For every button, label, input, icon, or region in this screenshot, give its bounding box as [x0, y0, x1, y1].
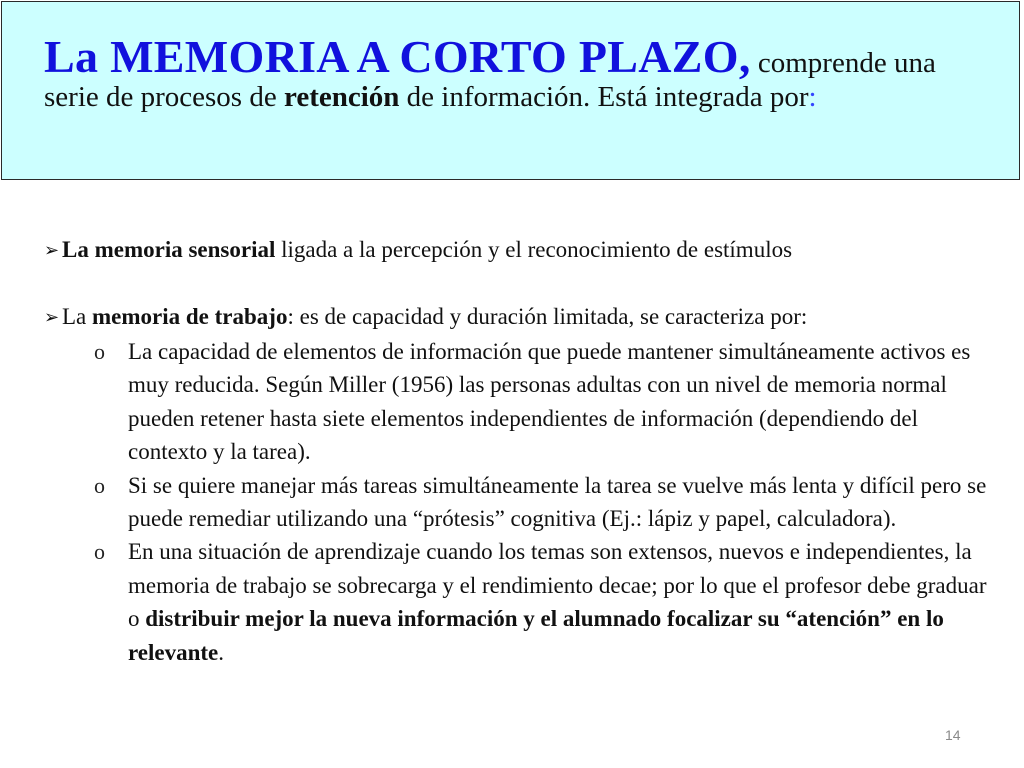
circle-bullet-icon: o	[94, 539, 105, 565]
circle-bullet-icon: o	[94, 472, 105, 498]
title-text-2: una serie de procesos de	[44, 47, 936, 113]
bullet-text: : es de capacidad y duración limitada, se caracteriza por:	[287, 304, 808, 329]
circle-bullet-icon: o	[94, 339, 105, 364]
title-heading: La MEMORIA A CORTO PLAZO,	[44, 31, 751, 82]
arrow-bullet-icon: ➢	[44, 307, 60, 327]
title-text-1: comprende	[757, 47, 887, 79]
title-box	[1, 1, 1020, 180]
bullet-text: ligada a la percepción y el reconocimiento de estímulos	[281, 237, 793, 262]
bullet-bold-lead: La memoria sensorial	[62, 237, 276, 262]
bullet-memoria-trabajo	[44, 300, 1004, 334]
title-text-4: por	[769, 81, 809, 113]
arrow-bullet-icon: ➢	[44, 240, 60, 260]
list-item-text: Si se quiere manejar más tareas simultáneamente la tarea se vuelve más lenta y difícil pero se puede remediar utilizando una “prótesis” cognitiva (Ej.: lápiz y papel, calculadora).	[128, 472, 987, 532]
bullet-memoria-sensorial	[44, 233, 1004, 267]
bullet-lead: La	[62, 304, 87, 329]
sub-list	[94, 335, 994, 669]
list-item-bold: distribuir mejor la nueva información y el alumnado focalizar su “atención” en lo relevante	[128, 606, 944, 665]
list-item	[94, 335, 994, 469]
list-item	[94, 469, 994, 536]
list-item-end: .	[218, 639, 225, 665]
title-bold-retencion: retención	[283, 81, 400, 113]
list-item	[94, 535, 994, 669]
page-number: 14	[945, 727, 961, 743]
title-colon: :	[808, 81, 817, 113]
title-text-3: de información. Está integrada	[406, 81, 763, 113]
slide-title	[44, 31, 994, 114]
list-item-text: En una situación de aprendizaje cuando los temas son extensos, nuevos e independientes, la memoria de trabajo se sobrecarga y el rendimiento decae; por lo que el profesor debe graduar o	[128, 539, 987, 632]
bullet-bold: memoria de trabajo	[92, 304, 288, 329]
list-item-text: La capacidad de elementos de información que puede mantener simultáneamente activos es muy reducida. Según Miller (1956) las personas adultas con un nivel de memoria normal pueden retener hasta siete elementos independientes de información (dependiendo del contexto y la tarea).	[128, 339, 971, 465]
